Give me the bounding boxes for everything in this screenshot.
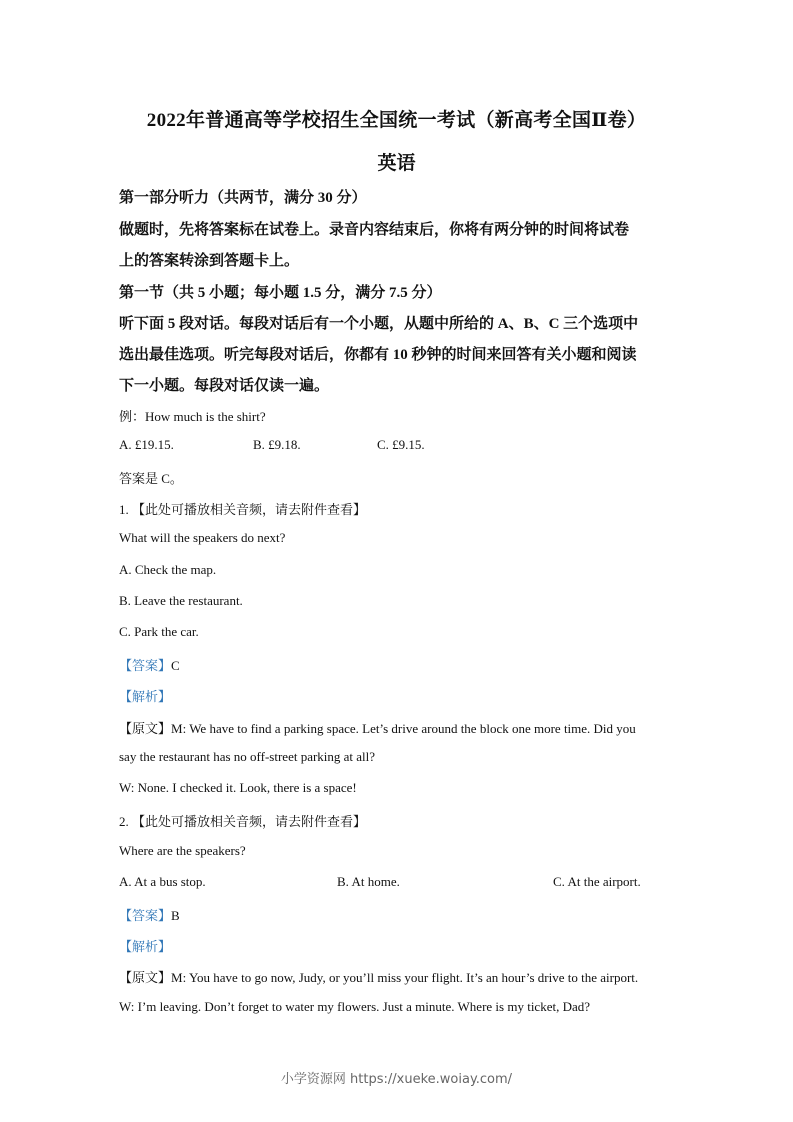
question-2-option-a: A. At a bus stop.	[119, 874, 206, 889]
question-1-text: What will the speakers do next?	[119, 530, 286, 545]
question-1-answer	[119, 655, 180, 674]
example-option-a: A. £19.15.	[119, 437, 174, 452]
question-2-transcript	[119, 967, 638, 986]
question-1-audio: 1. 【此处可播放相关音频，请去附件查看】	[119, 502, 367, 517]
answer-label: 【答案】	[119, 908, 172, 923]
question-2-text: Where are the speakers?	[119, 843, 246, 858]
question-1-option-a: A. Check the map.	[119, 562, 217, 577]
question-2-analysis-label: 【解析】	[119, 939, 172, 954]
answer-label: 【答案】	[119, 658, 172, 673]
answer-value: B	[171, 908, 180, 923]
question-1-option-c: C. Park the car.	[119, 624, 199, 639]
section1-instructions: 选出最佳选项。听完每段对话后，你都有 10 秒钟的时间来回答有关小题和阅读	[119, 347, 637, 363]
section1-instructions: 听下面 5 段对话。每段对话后有一个小题，从题中所给的 A、B、C 三个选项中	[119, 316, 639, 332]
question-2-option-c: C. At the airport.	[553, 874, 641, 889]
transcript-label: 【原文】	[119, 721, 172, 736]
page-title: 2022年普通高等学校招生全国统一考试（新高考全国Ⅱ卷）	[146, 110, 647, 131]
instructions-line: 做题时，先将答案标在试卷上。录音内容结束后，你将有两分钟的时间将试卷	[119, 222, 630, 238]
section1-heading: 第一节（共 5 小题；每小题 1.5 分，满分 7.5 分）	[119, 285, 442, 301]
question-1-option-b: B. Leave the restaurant.	[119, 593, 243, 608]
question-1-analysis-label: 【解析】	[119, 689, 172, 704]
instructions-line: 上的答案转涂到答题卡上。	[119, 253, 300, 269]
example-option-c: C. £9.15.	[377, 437, 425, 452]
question-2-transcript-cont: W: I’m leaving. Don’t forget to water my flowers. Just a minute. Where is my ticket, Dad?	[119, 999, 591, 1014]
transcript-text: M: We have to find a parking space. Let’s drive around the block one more time. Did you	[171, 721, 636, 736]
question-1-transcript-cont: W: None. I checked it. Look, there is a space!	[119, 780, 357, 795]
transcript-label: 【原文】	[119, 970, 172, 985]
example-answer: 答案是 C。	[119, 471, 183, 486]
question-1-transcript	[119, 718, 636, 737]
section1-instructions: 下一小题。每段对话仅读一遍。	[119, 378, 330, 394]
example-question: 例：How much is the shirt?	[119, 409, 266, 424]
example-option-b: B. £9.18.	[253, 437, 301, 452]
watermark-footer: 小学资源网 https://xueke.woiay.com/	[280, 1072, 513, 1087]
part1-heading: 第一部分听力（共两节，满分 30 分）	[119, 190, 367, 206]
question-2-option-b: B. At home.	[337, 874, 400, 889]
transcript-text: M: You have to go now, Judy, or you’ll miss your flight. It’s an hour’s drive to the airport.	[171, 970, 639, 985]
subject-title: 英语	[377, 153, 416, 174]
answer-value: C	[171, 658, 180, 673]
question-2-audio: 2. 【此处可播放相关音频，请去附件查看】	[119, 814, 367, 829]
question-1-transcript-cont: say the restaurant has no off-street parking at all?	[119, 749, 376, 764]
question-2-answer	[119, 905, 180, 924]
